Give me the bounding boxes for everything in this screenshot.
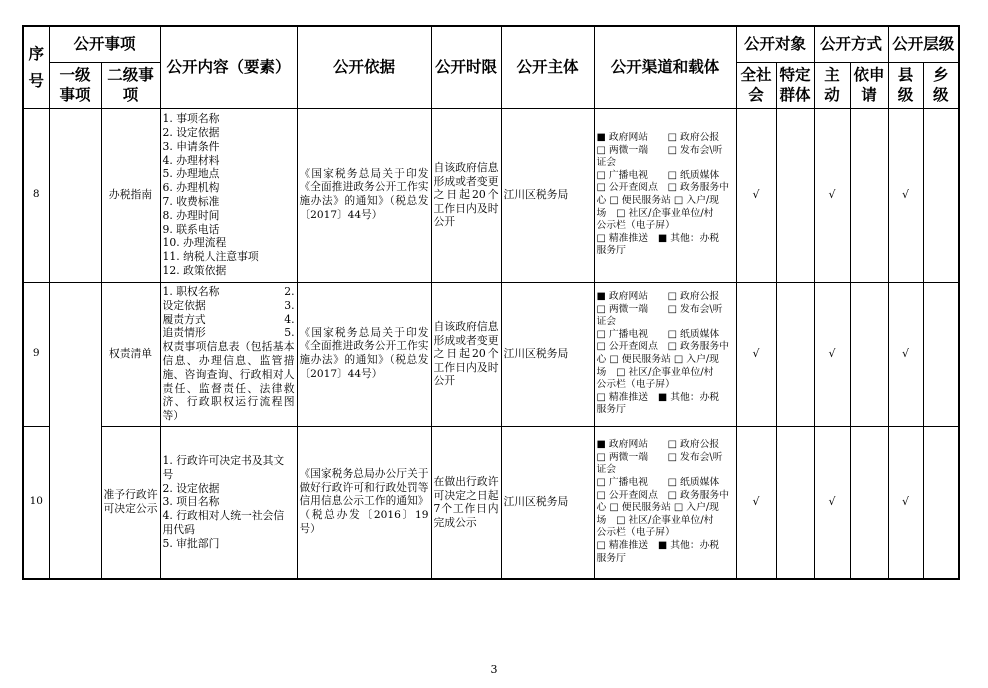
content-item: 1. 行政许可决定书及其文号 [162,453,285,481]
level2-header [101,62,160,108]
content-line-text: 1. 职权名称 [162,285,220,299]
level-township-mark [923,108,959,282]
channel-line: 心 □ 便民服务站 □ 入户/现 [596,354,719,365]
content-item: 11. 纳税人注意事项 [162,250,259,264]
method-request-header-label: 依申请 [853,65,885,104]
level-county-mark: √ [888,426,923,579]
target-header: 公开对象 [736,26,814,62]
subject-cell: 江川区税务局 [501,282,594,426]
content-line-number: 4. [284,312,295,326]
channel-line: □ 公开查阅点 □ 政务服务中 [596,489,730,501]
content-line [163,299,295,313]
items-header: 公开事项 [49,26,160,62]
target-specific-mark [776,282,814,426]
time-limit-cell: 在做出行政许可决定之日起7个工作日内完成公示 [431,426,501,579]
level1-header [49,62,101,108]
seq-header [23,26,49,108]
header-row-1 [23,26,959,62]
channel-line: 场 □ 社区/企事业单位/村 [596,366,714,378]
method-header: 公开方式 [814,26,888,62]
content-cell [160,426,297,579]
channel-line: □ 精准推送 ■ 其他：办税 [596,391,720,403]
channel-line: 场 □ 社区/企事业单位/村 [596,207,714,219]
content-item: 4. 办理材料 [162,153,220,167]
content-item: 4. 行政相对人统一社会信用代码 [162,509,285,536]
channel-line: ■ 政府网站 □ 政府公报 [596,132,720,144]
channel-line: 场 □ 社区/企事业单位/村 [596,514,714,526]
channel-cell [594,282,736,426]
seq-cell: 8 [23,108,49,282]
content-cell [160,282,297,426]
method-active-header [814,62,850,108]
channel-line: □ 公开查阅点 □ 政务服务中 [596,182,730,194]
content-item: 12. 政策依据 [162,263,227,277]
content-item: 2. 设定依据 [162,481,220,495]
channel-line: □ 两微一端 □ 发布会\听 [596,451,723,463]
basis-cell: 《国家税务总局关于印发《全面推进政务公开工作实施办法》的通知》（税总发〔2017〕44号） [297,282,431,426]
channel-line: ■ 政府网站 □ 政府公报 [596,291,720,303]
content-line-number: 2. [284,285,295,299]
page-number: 3 [490,663,498,676]
method-request-mark [850,108,888,282]
content-line-text: 履责方式 [162,312,206,326]
content-line [163,285,295,299]
level2-header-label: 二级事项 [107,65,154,104]
content-item: 2. 设定依据 [162,126,220,140]
channel-line: □ 广播电视 □ 纸质媒体 [596,328,720,340]
level-township-header [923,62,959,108]
level1-cell [49,108,101,282]
method-request-mark [850,282,888,426]
level2-cell: 权责清单 [101,282,160,426]
level-township-mark [923,426,959,579]
subject-cell: 江川区税务局 [501,426,594,579]
target-specific-header-label: 特定群体 [779,65,811,104]
disclosure-table [22,25,960,580]
channel-line: 公示栏（电子屏） [596,220,675,232]
target-specific-mark [776,108,814,282]
time-limit-header: 公开时限 [431,26,501,108]
seq-header-label: 序号 [28,44,44,91]
table-row [23,282,959,426]
content-line-number: 5. [284,326,295,340]
target-all-header-label: 全社会 [740,65,772,104]
content-item: 3. 项目名称 [162,495,220,509]
channel-line: □ 两微一端 □ 发布会\听 [596,303,723,315]
content-item: 7. 收费标准 [162,195,220,208]
content-cell [160,108,297,282]
channel-line: 证会 [596,157,617,169]
channel-line: ■ 政府网站 □ 政府公报 [596,439,720,451]
content-header: 公开内容（要素） [160,26,297,108]
level2-cell: 准予行政许可决定公示 [101,426,160,579]
target-all-mark: √ [736,426,776,579]
channel-line: □ 精准推送 ■ 其他：办税 [596,540,720,552]
channel-line: □ 公开查阅点 □ 政务服务中 [596,341,730,353]
channel-line: 公示栏（电子屏） [596,379,675,391]
channel-cell [594,426,736,579]
method-request-mark [850,426,888,579]
content-item: 5. 办理地点 [162,167,220,181]
level-header: 公开层级 [888,26,959,62]
target-all-mark: √ [736,108,776,282]
content-item: 5. 审批部门 [162,536,220,550]
channel-line: □ 广播电视 □ 纸质媒体 [596,169,720,181]
time-limit-cell: 自该政府信息形成或者变更之日起20个工作日内及时公开 [431,108,501,282]
content-item: 3. 申请条件 [162,139,220,153]
channel-line: □ 两微一端 □ 发布会\听 [596,144,723,156]
method-active-mark: √ [814,108,850,282]
seq-cell: 10 [23,426,49,579]
level-county-header-label: 县级 [897,65,914,104]
content-line-text: 设定依据 [162,298,206,312]
level1-cell [49,282,101,579]
subject-header: 公开主体 [501,26,594,108]
channel-cell [594,108,736,282]
method-request-header [850,62,888,108]
subject-cell: 江川区税务局 [501,108,594,282]
content-line [163,313,295,327]
content-line-text: 追责情形 [162,326,206,340]
content-tail: 权责事项信息表（包括基本信息、办理信息、监管措施、咨询查询、行政相对人责任、监督责任、法律救济、行政职权运行流程图等） [162,340,295,423]
basis-cell: 《国家税务总局关于印发《全面推进政务公开工作实施办法》的通知》（税总发〔2017〕44号） [297,108,431,282]
basis-header: 公开依据 [297,26,431,108]
table-row [23,426,959,579]
level1-header-label: 一级事项 [59,65,91,104]
level-township-header-label: 乡级 [933,65,949,104]
content-item: 6. 办理机构 [162,181,220,195]
content-item: 9. 联系电话 [162,222,220,236]
target-specific-mark [776,426,814,579]
level-county-mark: √ [888,282,923,426]
method-active-mark: √ [814,282,850,426]
channel-line: 服务厅 [596,245,626,257]
content-item: 8. 办理时间 [162,208,220,222]
content-line [163,326,295,340]
time-limit-cell: 自该政府信息形成或者变更之日起20个工作日内及时公开 [431,282,501,426]
level-county-header [888,62,923,108]
level-township-mark [923,282,959,426]
channel-line: 心 □ 便民服务站 □ 入户/现 [596,195,719,206]
table-row [23,108,959,282]
channel-line: □ 精准推送 ■ 其他：办税 [596,232,720,244]
content-line-number: 3. [284,298,295,312]
channel-header: 公开渠道和载体 [594,26,736,108]
channel-line: 公示栏（电子屏） [596,527,675,539]
level-county-mark: √ [888,108,923,282]
channel-line: 服务厅 [596,404,626,416]
content-item: 1. 事项名称 [162,112,220,126]
level2-cell: 办税指南 [101,108,160,282]
method-active-mark: √ [814,426,850,579]
channel-line: 证会 [596,464,617,476]
target-specific-header [776,62,814,108]
content-item: 10. 办理流程 [162,236,227,250]
channel-line: 服务厅 [596,552,626,564]
seq-cell: 9 [23,282,49,426]
target-all-header [736,62,776,108]
method-active-header-label: 主动 [824,65,840,104]
channel-line: □ 广播电视 □ 纸质媒体 [596,477,720,489]
channel-line: 证会 [596,316,617,328]
basis-cell: 《国家税务总局办公厅关于做好行政许可和行政处罚等信用信息公示工作的通知》（税总办发〔2016〕19号） [297,426,431,579]
target-all-mark: √ [736,282,776,426]
channel-line: 心 □ 便民服务站 □ 入户/现 [596,502,719,514]
